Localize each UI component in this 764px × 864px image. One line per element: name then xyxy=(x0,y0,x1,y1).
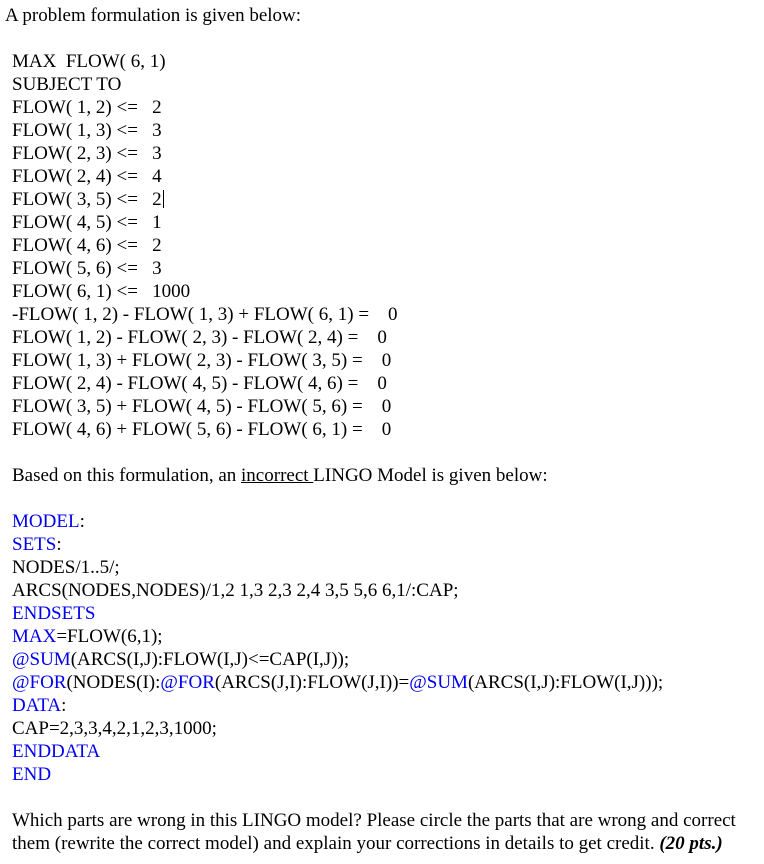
constraint: FLOW( 5, 6) <= 3 xyxy=(12,258,162,279)
constraint: FLOW( 2, 3) <= 3 xyxy=(12,143,162,164)
sum-keyword: @SUM xyxy=(12,649,71,670)
nodes-line: NODES/1..5/; xyxy=(12,557,120,578)
sum-expression: (ARCS(I,J):FLOW(I,J))); xyxy=(467,672,664,693)
constraint: FLOW( 1, 3) + FLOW( 2, 3) - FLOW( 3, 5) = 0 xyxy=(12,350,392,371)
for-expression: (ARCS(J,I):FLOW(J,I))= xyxy=(214,672,410,693)
max-keyword: MAX xyxy=(12,626,57,647)
points-label: (20 pts.) xyxy=(659,833,723,854)
sum-keyword: @SUM xyxy=(409,672,468,693)
model-intro-underlined: incorrect xyxy=(241,465,314,486)
balance-line xyxy=(12,671,663,694)
constraint: FLOW( 3, 5) <= 2 xyxy=(12,189,162,210)
subject-to: SUBJECT TO xyxy=(12,74,122,95)
constraint: FLOW( 1, 2) - FLOW( 2, 3) - FLOW( 2, 4) = 0 xyxy=(12,327,387,348)
sets-keyword: SETS xyxy=(12,534,57,555)
end-keyword: END xyxy=(12,764,52,785)
intro-text: A problem formulation is given below: xyxy=(5,5,302,26)
constraint: FLOW( 4, 6) + FLOW( 5, 6) - FLOW( 6, 1) = 0 xyxy=(12,419,392,440)
colon: : xyxy=(56,534,62,555)
endsets-line xyxy=(12,602,95,625)
enddata-keyword: ENDDATA xyxy=(12,741,101,762)
sets-line xyxy=(12,533,62,556)
constraint: FLOW( 1, 2) <= 2 xyxy=(12,97,162,118)
objective: MAX FLOW( 6, 1) xyxy=(12,51,166,72)
arcs-line: ARCS(NODES,NODES)/1,2 1,3 2,3 2,4 3,5 5,6 6,1/:CAP; xyxy=(12,580,459,601)
constraint: FLOW( 4, 6) <= 2 xyxy=(12,235,162,256)
constraint: -FLOW( 1, 2) - FLOW( 1, 3) + FLOW( 6, 1) = 0 xyxy=(12,304,398,325)
for-keyword: @FOR xyxy=(160,672,215,693)
data-line xyxy=(12,694,66,717)
constraint: FLOW( 2, 4) - FLOW( 4, 5) - FLOW( 4, 6) = 0 xyxy=(12,373,387,394)
enddata-line xyxy=(12,740,100,763)
colon: : xyxy=(79,511,85,532)
model-intro-after: LINGO Model is given below: xyxy=(313,465,548,486)
constraint-with-cursor xyxy=(12,188,164,211)
question-text: them (rewrite the correct model) and explain your corrections in details to get credit. xyxy=(12,833,660,854)
objective-line xyxy=(12,625,163,648)
constraint: FLOW( 3, 5) + FLOW( 4, 5) - FLOW( 5, 6) = 0 xyxy=(12,396,392,417)
end-line xyxy=(12,763,51,786)
cap-line: CAP=2,3,3,4,2,1,2,3,1000; xyxy=(12,718,217,739)
constraint: FLOW( 6, 1) <= 1000 xyxy=(12,281,191,302)
model-intro-before: Based on this formulation, an xyxy=(12,465,242,486)
colon: : xyxy=(61,695,67,716)
capacity-line xyxy=(12,648,349,671)
model-intro xyxy=(12,464,548,487)
constraint: FLOW( 4, 5) <= 1 xyxy=(12,212,162,233)
question-line-1: Which parts are wrong in this LINGO model? Please circle the parts that are wrong and correct xyxy=(12,810,736,831)
question-line-2 xyxy=(12,832,723,855)
text-cursor xyxy=(163,190,164,208)
endsets-keyword: ENDSETS xyxy=(12,603,96,624)
capacity-expression: (ARCS(I,J):FLOW(I,J)<=CAP(I,J)); xyxy=(70,649,350,670)
data-keyword: DATA xyxy=(12,695,62,716)
model-line xyxy=(12,510,85,533)
model-keyword: MODEL xyxy=(12,511,80,532)
constraint: FLOW( 1, 3) <= 3 xyxy=(12,120,162,141)
objective-expression: =FLOW(6,1); xyxy=(56,626,163,647)
constraint: FLOW( 2, 4) <= 4 xyxy=(12,166,162,187)
for-keyword: @FOR xyxy=(12,672,67,693)
for-expression: (NODES(I): xyxy=(66,672,161,693)
